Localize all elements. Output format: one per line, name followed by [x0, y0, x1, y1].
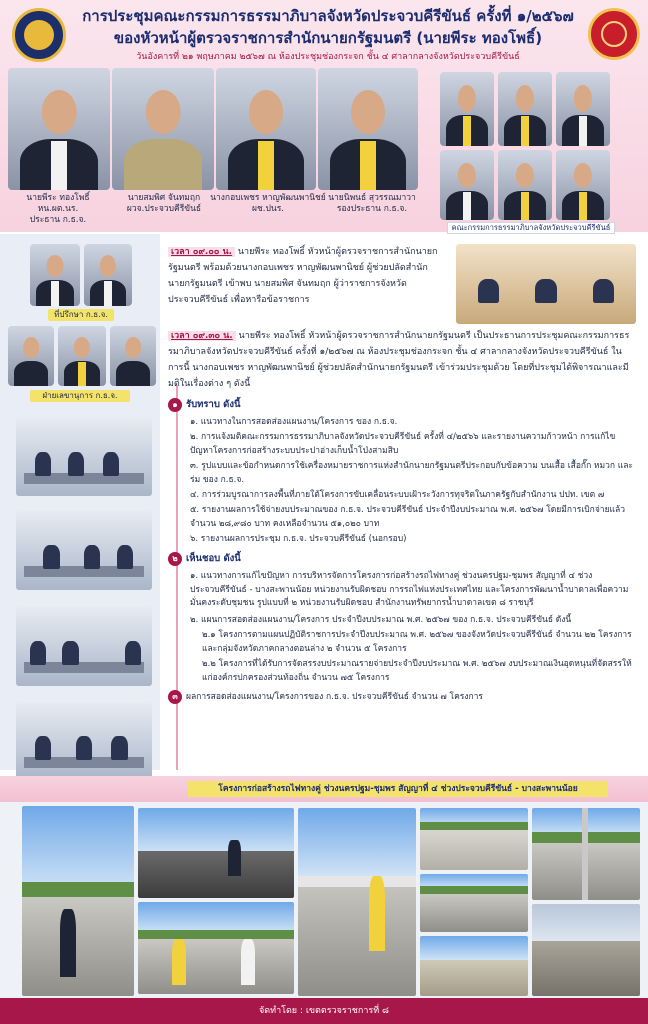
list-item: ๓. รูปแบบและข้อกำหนดการใช้เครื่องหมายราชการแห่งสำนักนายกรัฐมนตรีประกอบกับข้อความ บนเสื้อ เสื้อกั๊ก หมวก และ ร่ม ของ ก.ธ.จ. — [190, 461, 633, 485]
section-approve-title: ๒ เห็นชอบ ดังนี้ — [168, 552, 241, 566]
official-caption-3: นางกอบเพชร หาญพัฒนพานิชย์ ผช.ปนร. — [210, 193, 326, 214]
list-item: ๒. แผนการสอดส่องแผนงาน/โครงการ ประจำปีงบประมาณ พ.ศ. ๒๕๖๗ ของ ก.ธ.จ. ประจวบคีรีขันธ์ ดังนี้ — [190, 615, 572, 625]
official-caption-2: นายสมพิศ จันทมฤก ผวจ.ประจวบคีรีขันธ์ — [126, 193, 202, 214]
list-item: ๕. รายงานผลการใช้จ่ายงบประมาณของ ก.ธ.จ. ประจวบคีรีขันธ์ ประจำปีงบประมาณ พ.ศ. ๒๕๖๗ โดยมีการเบิกจ่ายแล้วจำนวน ๒๘,๙๘๐ บาท คงเหลือจำนวน ๕๑,๐๒๐ บาท — [190, 505, 626, 529]
committee-photo — [498, 150, 552, 220]
site-photo — [298, 808, 416, 996]
page-title-line2: ของหัวหน้าผู้ตรวจราชการสำนักนายกรัฐมนตรี (นายพีระ ทองโพธิ์) — [113, 29, 543, 47]
section-acknowledge-title: ๑ รับทราบ ดังนี้ — [168, 398, 240, 412]
timeline-line — [176, 385, 178, 770]
section-inspection: ๓ ผลการสอดส่องแผนงาน/โครงการของ ก.ธ.จ. ประจวบคีรีขันธ์ จำนวน ๗ โครงการ — [168, 690, 483, 704]
section-number: ๒ — [168, 552, 182, 566]
official-caption-4: นายนิพนธ์ สุวรรณมาวา รองประธาน ก.ธ.จ. — [328, 193, 416, 214]
secretary-photo — [110, 326, 156, 386]
list-item: ๔. การร่วมบูรณาการลงพื้นที่ภายใต้โครงการขับเคลื่อนระบบเฝ้าระวังการทุจริตในภาครัฐกับสำนักงาน ปปท. เขต ๗ — [190, 490, 605, 500]
secretary-label: ฝ่ายเลขานุการ ก.ธ.จ. — [30, 390, 130, 402]
section-number: ๓ — [168, 690, 182, 704]
list-item: ๖. รายงานผลการประชุม ก.ธ.จ. ประจวบคีรีขันธ์ (นอกรอบ) — [190, 534, 407, 544]
portrait-official-4 — [318, 68, 418, 190]
time-label: เวลา ๐๙.๐๐ น. — [168, 247, 235, 257]
secretary-photo — [8, 326, 54, 386]
footer-credit: จัดทำโดย : เขตตรวจราชการที่ ๘ — [259, 1006, 389, 1016]
advisor-photo — [84, 244, 132, 306]
time-label: เวลา ๐๙.๓๐ น. — [168, 331, 236, 341]
section-number: ๑ — [168, 398, 182, 412]
secretary-photo — [58, 326, 106, 386]
page-title-line1: การประชุมคณะกรรมการธรรมาภิบาลจังหวัดประจวบคีรีขันธ์ ครั้งที่ ๑/๒๕๖๗ — [82, 7, 574, 25]
site-photo — [420, 808, 528, 870]
list-item: ๒.๒ โครงการที่ได้รับการจัดสรรงบประมาณรายจ่ายประจำปีงบประมาณ พ.ศ. ๒๕๖๗ งบประมาณเงินอุดหนุนที่จัดสรรให้แก่องค์กรปกครองส่วนท้องถิ่น จำนวน ๗๕ โครงการ — [202, 659, 632, 683]
list-item: ๑. แนวทางการแก้ไขปัญหา การบริหารจัดการโครงการก่อสร้างรถไฟทางคู่ ช่วงนครปฐม-ชุมพร สัญญาที่ ๔ ช่วงประจวบคีรีขันธ์ - บางสะพานน้อย หน่วยงานรับผิดชอบ การรถไฟแห่งประเทศไทย และโครงการพัฒนาน้ำบาดาลเพื่อความมั่นคงระดับชุมชน รูปแบบที่ ๒ หน่วยงานรับผิดชอบ สำนักงานทรัพยากรน้ำบาดาลเขต ๘ ราชบุรี — [190, 571, 629, 608]
meeting-photo — [16, 702, 152, 780]
government-seal-icon — [12, 8, 66, 62]
portrait-official-2 — [112, 68, 214, 190]
site-photo — [532, 808, 640, 900]
committee-photo — [556, 72, 610, 146]
list-item: ๒.๑ โครงการตามแผนปฏิบัติราชการประจำปีงบประมาณ พ.ศ. ๒๕๖๗ ของจังหวัดประจวบคีรีขันธ์ จำนวน ๒๒ โครงการ และกลุ่มจังหวัดภาคกลางตอนล่าง ๒ จำนวน ๕ โครงการ — [202, 630, 632, 654]
committee-photo — [556, 150, 610, 220]
advisor-photo — [30, 244, 80, 306]
committee-label: คณะกรรมการธรรมาภิบาลจังหวัดประจวบคีรีขันธ์ — [447, 222, 615, 234]
committee-photo — [440, 72, 494, 146]
para-text: นายพีระ ทองโพธิ์ หัวหน้าผู้ตรวจราชการสำนักนายกรัฐมนตรี เป็นประธานการประชุมคณะกรรมการธรรมาภิบาลจังหวัดประจวบคีรีขันธ์ ครั้งที่ ๑/๒๕๖๗ ณ ห้องประชุมช่องกระจก ชั้น ๔ ศาลากลางจังหวัดประจวบคีรีขันธ์ ในการนี้ นางกอบเพชร หาญพัฒนพานิชย์ ผู้ช่วยปลัดสำนักนายกรัฐมนตรี เข้าร่วมประชุมด้วย โดยที่ประชุมได้พิจารณาและมีมติในเรื่องต่าง ๆ ดังนี้ — [168, 331, 630, 389]
site-photo — [420, 874, 528, 932]
official-caption-1: นายพีระ ทองโพธิ์ หน.ผต.นร. ประธาน ก.ธ.จ. — [26, 193, 90, 225]
site-photo — [138, 902, 294, 994]
portrait-official-1 — [8, 68, 110, 190]
site-photo — [138, 808, 294, 898]
meeting-photo — [16, 418, 152, 496]
meeting-photo — [16, 510, 152, 590]
para-courtesy-visit — [168, 244, 448, 324]
committee-photo — [440, 150, 494, 220]
meeting-photo — [16, 606, 152, 686]
site-photo — [22, 806, 134, 996]
committee-photo — [498, 72, 552, 146]
list-item: ๑. แนวทางในการสอดส่องแผนงาน/โครงการ ของ ก.ธ.จ. — [190, 417, 398, 427]
list-item: ๒. การแจ้งมติคณะกรรมการธรรมาภิบาลจังหวัดประจวบคีรีขันธ์ ครั้งที่ ๔/๒๕๖๖ และรายงานความก้าวหน้า การแก้ไขปัญหาโครงการก่อสร้างระบบประปาอ่างเก็บน้ำโป่งสามสิบ — [190, 432, 616, 456]
courtesy-visit-photo — [456, 244, 636, 324]
portrait-official-3 — [216, 68, 316, 190]
para-meeting — [168, 328, 636, 394]
site-photo — [420, 936, 528, 996]
advisor-label: ที่ปรึกษา ก.ธ.จ. — [48, 309, 114, 321]
site-photo — [532, 904, 640, 996]
para-text: นายพีระ ทองโพธิ์ หัวหน้าผู้ตรวจราชการสำนักนายกรัฐมนตรี พร้อมด้วยนางกอบเพชร หาญพัฒนพานิชย์ ผู้ช่วยปลัดสำนักนายกรัฐมนตรี เข้าพบ นายสมพิศ จันทมฤก ผู้ว่าราชการจังหวัดประจวบคีรีขันธ์ เพื่อหารือข้อราชการ — [168, 247, 438, 305]
project-title: โครงการก่อสร้างรถไฟทางคู่ ช่วงนครปฐม-ชุมพร สัญญาที่ ๔ ช่วงประจวบคีรีขันธ์ - บางสะพานน้อย — [188, 781, 608, 797]
provincial-seal-icon — [588, 8, 640, 60]
page-subtitle: วันอังคารที่ ๒๑ พฤษภาคม ๒๕๖๗ ณ ห้องประชุมช่องกระจก ชั้น ๔ ศาลากลางจังหวัดประจวบคีรีขันธ์ — [136, 52, 520, 62]
